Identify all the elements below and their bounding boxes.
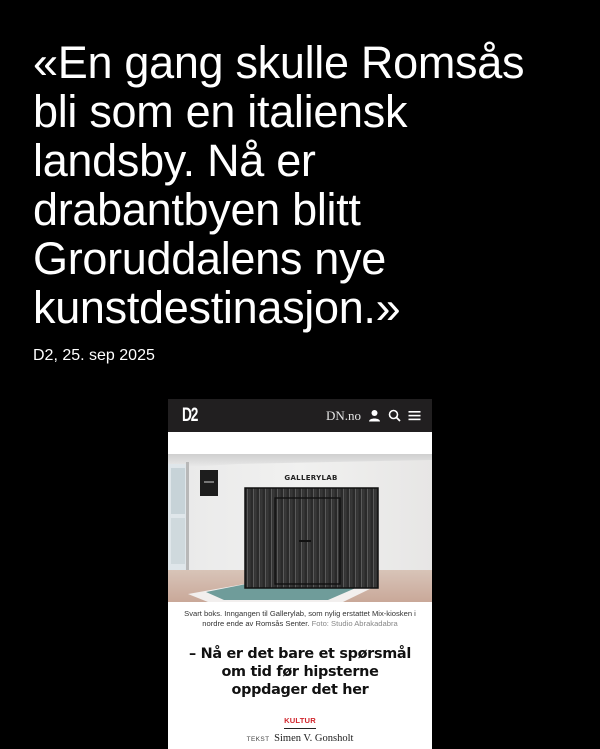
gallery-entrance-photo — [168, 454, 432, 602]
headline-line: – Nå er det bare et spørsmål — [189, 646, 411, 662]
quote-line: bli som en italiensk — [33, 86, 408, 137]
photo-caption — [174, 609, 426, 629]
headline-line: om tid før hipsterne — [221, 664, 379, 680]
d2-logo[interactable]: D2 — [182, 404, 198, 426]
article-screenshot-card — [168, 399, 432, 749]
pull-quote — [33, 38, 573, 332]
dn-link[interactable]: DN.no — [325, 407, 361, 423]
gallerylab-sign: GALLERYLAB — [284, 474, 338, 482]
header-actions — [326, 408, 421, 424]
headline-line: oppdager det her — [231, 682, 369, 698]
section-link[interactable]: KULTUR — [284, 716, 316, 729]
quote-line: Groruddalens nye — [33, 233, 386, 284]
quote-line: «En gang skulle Romsås — [33, 37, 525, 88]
byline-label: TEKST — [246, 736, 270, 743]
quote-line: drabantbyen blitt — [33, 184, 361, 235]
user-icon[interactable] — [368, 409, 381, 422]
quote-line: kunstdestinasjon.» — [33, 282, 401, 333]
search-icon[interactable] — [388, 409, 401, 422]
byline — [168, 733, 432, 744]
article-headline — [172, 645, 428, 699]
menu-icon[interactable] — [408, 409, 421, 422]
caption-text: Svart boks. Inngangen til Gallerylab, som nylig erstattet Mix-kiosken i nordre ende av Romsås Senter. — [184, 609, 416, 628]
photo-credit: Foto: Studio Abrakadabra — [311, 619, 398, 628]
section-tag — [168, 710, 432, 729]
quote-source: D2, 25. sep 2025 — [33, 347, 155, 364]
quote-line: landsby. Nå er — [33, 135, 316, 186]
site-header — [168, 399, 432, 432]
byline-author[interactable]: Simen V. Gonsholt — [274, 733, 354, 744]
